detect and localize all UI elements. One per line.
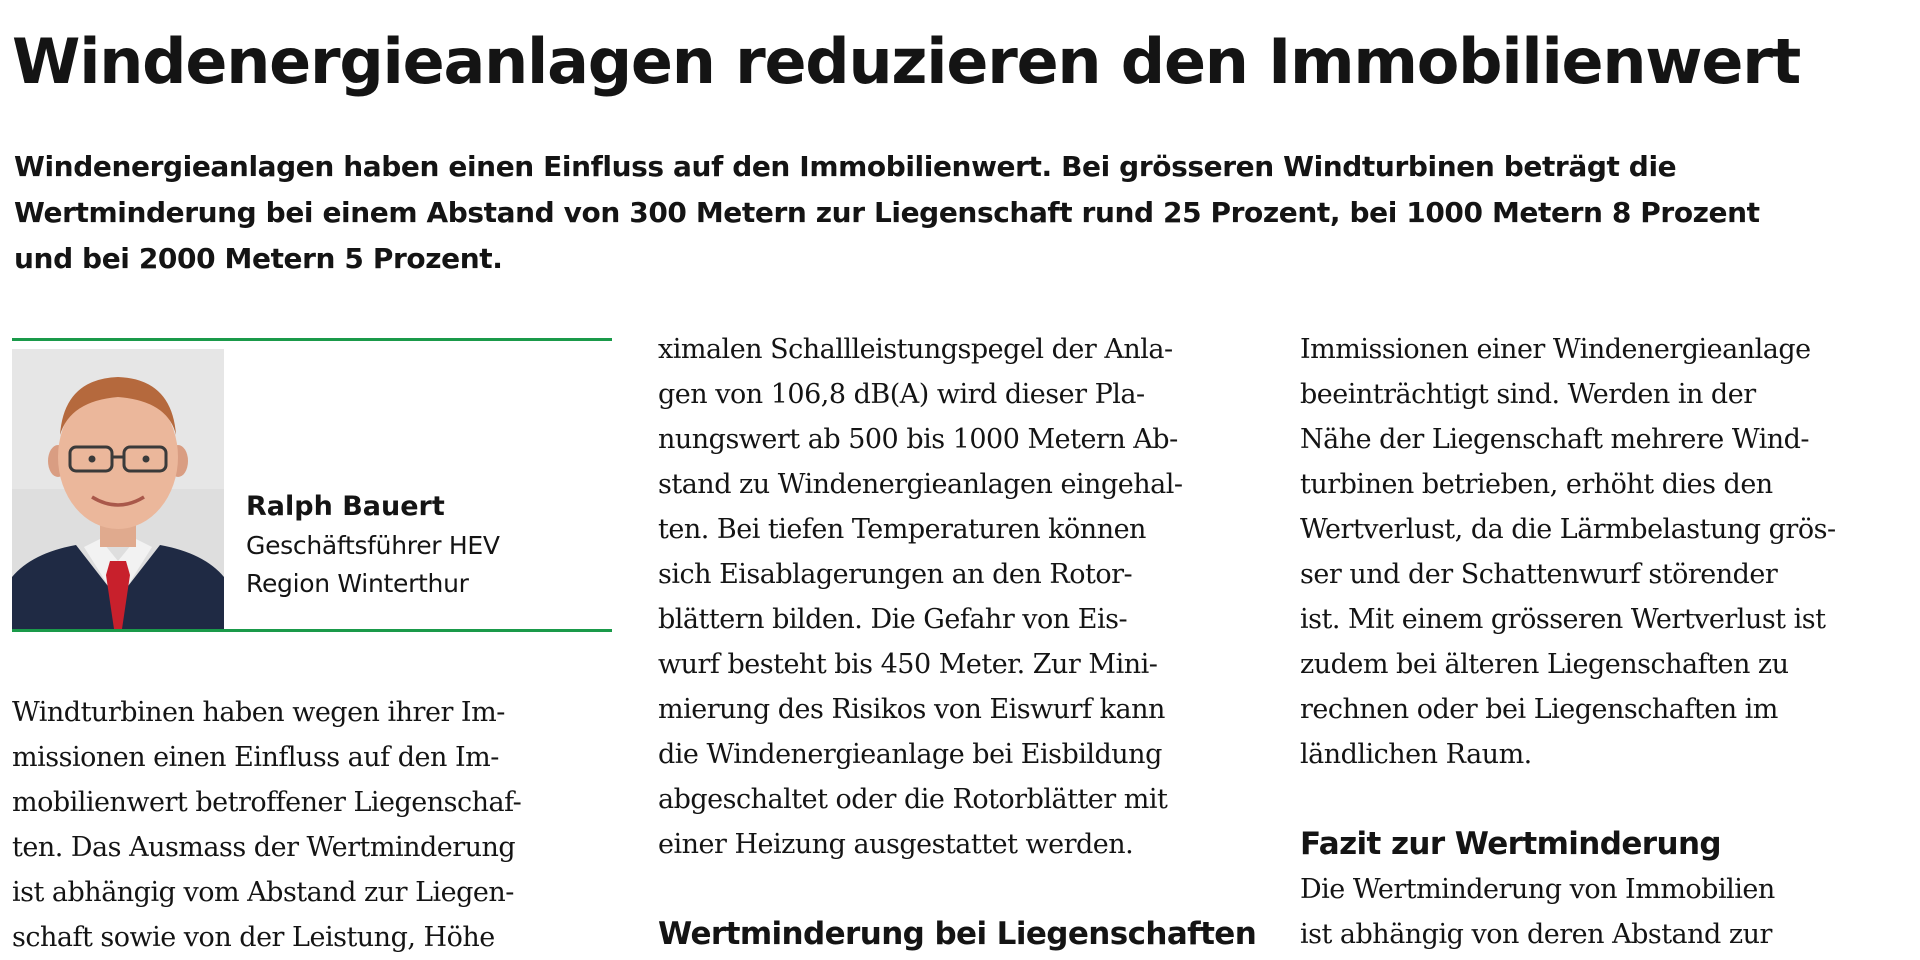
lead-line: Wertminderung bei einem Abstand von 300 Metern zur Liegenschaft rund 25 Prozent, bei 1000 Metern 8 Prozent bbox=[14, 196, 1760, 229]
body-line: mobilienwert betroffener Liegenschaf- bbox=[12, 787, 522, 818]
author-photo bbox=[12, 349, 224, 629]
body-line: abgeschaltet oder die Rotorblätter mit bbox=[658, 784, 1168, 815]
body-line: sich Eisablagerungen an den Rotor- bbox=[658, 559, 1133, 590]
article-column-3 bbox=[1300, 327, 1912, 957]
body-line: beeinträchtigt sind. Werden in der bbox=[1300, 379, 1756, 410]
body-line: einer Heizung ausgestattet werden. bbox=[658, 829, 1134, 860]
body-line: ximalen Schallleistungspegel der Anla- bbox=[658, 334, 1173, 365]
author-role: Geschäftsführer HEV bbox=[246, 531, 500, 560]
author-region: Region Winterthur bbox=[246, 569, 469, 598]
lead-line: Windenergieanlagen haben einen Einfluss auf den Immobilienwert. Bei grösseren Windturbinen beträgt die bbox=[14, 150, 1677, 183]
body-line: Nähe der Liegenschaft mehrere Wind- bbox=[1300, 424, 1810, 455]
body-line: ten. Das Ausmass der Wertminderung bbox=[12, 832, 516, 863]
body-line: ten. Bei tiefen Temperaturen können bbox=[658, 514, 1146, 545]
body-line: Windturbinen haben wegen ihrer Im- bbox=[12, 697, 505, 728]
author-info bbox=[246, 487, 500, 603]
author-box bbox=[12, 338, 612, 632]
body-line: zudem bei älteren Liegenschaften zu bbox=[1300, 649, 1789, 680]
article-lead bbox=[14, 144, 1874, 282]
body-line: die Windenergieanlage bei Eisbildung bbox=[658, 739, 1162, 770]
body-line: blättern bilden. Die Gefahr von Eis- bbox=[658, 604, 1128, 635]
body-line: Die Wertminderung von Immobilien bbox=[1300, 874, 1775, 905]
body-line: ist. Mit einem grösseren Wertverlust ist bbox=[1300, 604, 1826, 635]
author-name: Ralph Bauert bbox=[246, 491, 445, 522]
body-line: Wertverlust, da die Lärmbelastung grös- bbox=[1300, 514, 1836, 545]
body-line: stand zu Windenergieanlagen eingehal- bbox=[658, 469, 1183, 500]
subheading: Wertminderung bei Liegenschaften bbox=[658, 916, 1257, 952]
body-line: missionen einen Einfluss auf den Im- bbox=[12, 742, 499, 773]
article-column-1 bbox=[12, 690, 622, 960]
body-line: ser und der Schattenwurf störender bbox=[1300, 559, 1778, 590]
body-line: rechnen oder bei Liegenschaften im bbox=[1300, 694, 1778, 725]
body-line: ist abhängig von deren Abstand zur bbox=[1300, 919, 1772, 950]
subheading: Fazit zur Wertminderung bbox=[1300, 826, 1722, 862]
body-line: mierung des Risikos von Eiswurf kann bbox=[658, 694, 1165, 725]
body-line: wurf besteht bis 450 Meter. Zur Mini- bbox=[658, 649, 1158, 680]
body-line: schaft sowie von der Leistung, Höhe bbox=[12, 922, 495, 953]
body-line: gen von 106,8 dB(A) wird dieser Pla- bbox=[658, 379, 1145, 410]
lead-line: und bei 2000 Metern 5 Prozent. bbox=[14, 242, 503, 275]
article-column-2 bbox=[658, 327, 1270, 957]
body-line: Immissionen einer Windenergieanlage bbox=[1300, 334, 1811, 365]
body-line: ländlichen Raum. bbox=[1300, 739, 1532, 770]
author-portrait-illustration bbox=[12, 349, 224, 629]
blank-line bbox=[1300, 777, 1912, 822]
article-headline: Windenergieanlagen reduzieren den Immobilienwert bbox=[12, 25, 1801, 98]
body-line: ist abhängig vom Abstand zur Liegen- bbox=[12, 877, 514, 908]
body-line: nungswert ab 500 bis 1000 Metern Ab- bbox=[658, 424, 1178, 455]
body-line: turbinen betrieben, erhöht dies den bbox=[1300, 469, 1773, 500]
blank-line bbox=[658, 867, 1270, 912]
